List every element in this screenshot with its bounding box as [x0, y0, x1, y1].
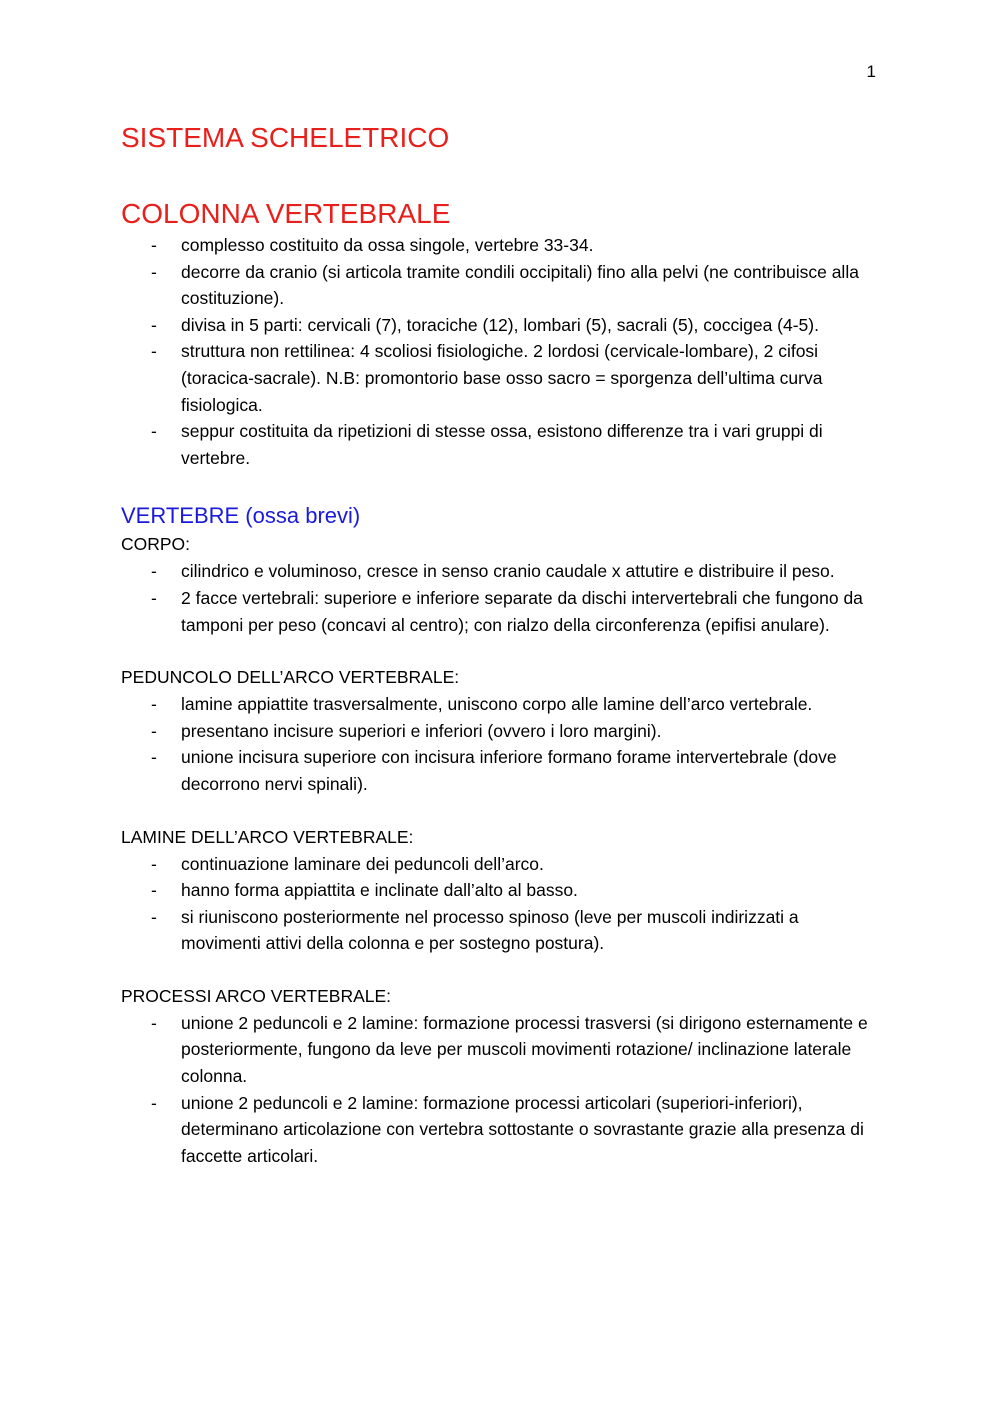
- page-number: 1: [866, 62, 876, 81]
- list-item: [121, 585, 881, 638]
- dash-bullet: -: [151, 720, 157, 741]
- list-item: [121, 851, 881, 878]
- list-item: [121, 232, 881, 259]
- list-item-text: hanno forma appiattita e inclinate dall’alto al basso.: [181, 880, 578, 901]
- list-item-text: complesso costituito da ossa singole, vertebre 33-34.: [181, 235, 594, 255]
- list-item: [121, 1090, 881, 1170]
- dash-bullet: -: [151, 1012, 157, 1033]
- document-title: SISTEMA SCHELETRICO: [121, 122, 450, 153]
- list-item-text: unione 2 peduncoli e 2 lamine: formazione processi trasversi (si dirigono esternamente e posteriormente, fungono da leve per muscoli movimenti rotazione/ inclinazione laterale colonna.: [181, 1012, 868, 1087]
- group-label: PEDUNCOLO DELL’ARCO VERTEBRALE:: [121, 667, 460, 688]
- list-item-text: lamine appiattite trasversalmente, uniscono corpo alle lamine dell’arco vertebrale.: [181, 694, 813, 715]
- group-list: [121, 558, 881, 638]
- list-item: [121, 312, 881, 339]
- list-item: [121, 259, 881, 312]
- dash-bullet: -: [151, 1092, 157, 1113]
- dash-bullet: -: [151, 880, 157, 901]
- list-item: [121, 718, 881, 745]
- dash-bullet: -: [151, 421, 157, 442]
- list-item-text: 2 facce vertebrali: superiore e inferiore separate da dischi intervertebrali che fungono da tamponi per peso (concavi al centro); con rialzo della circonferenza (epifisi anulare).: [181, 587, 863, 635]
- list-item-text: cilindrico e voluminoso, cresce in senso cranio caudale x attutire e distribuire il peso.: [181, 561, 835, 582]
- section-title: COLONNA VERTEBRALE: [121, 198, 451, 229]
- list-item-text: divisa in 5 parti: cervicali (7), toraciche (12), lombari (5), sacrali (5), coccigea (4-5).: [181, 314, 819, 335]
- list-item: [121, 418, 881, 471]
- group-list: [121, 851, 881, 957]
- list-item-text: struttura non rettilinea: 4 scoliosi fisiologiche. 2 lordosi (cervicale-lombare), 2 cifosi (toracica-sacrale). N.B: promontorio base osso sacro = sporgenza dell’ultima curva fisiologica.: [181, 341, 823, 415]
- group-label: PROCESSI ARCO VERTEBRALE:: [121, 985, 392, 1006]
- list-item-text: si riuniscono posteriormente nel processo spinoso (leve per muscoli indirizzati a movimenti attivi della colonna e per sostegno postura).: [181, 906, 799, 954]
- group-label: LAMINE DELL’ARCO VERTEBRALE:: [121, 826, 414, 847]
- list-item: [121, 558, 881, 585]
- group-list: [121, 691, 881, 797]
- dash-bullet: -: [151, 906, 157, 927]
- list-item: [121, 744, 881, 797]
- list-item: [121, 1010, 881, 1090]
- list-item: [121, 338, 881, 418]
- list-item: [121, 904, 881, 957]
- dash-bullet: -: [151, 694, 157, 715]
- dash-bullet: -: [151, 235, 157, 255]
- list-item: [121, 691, 881, 718]
- subsection-title: VERTEBRE (ossa brevi): [121, 503, 361, 529]
- list-item-text: seppur costituita da ripetizioni di stesse ossa, esistono differenze tra i vari gruppi di vertebre.: [181, 421, 823, 468]
- dash-bullet: -: [151, 341, 157, 362]
- list-item-text: decorre da cranio (si articola tramite condili occipitali) fino alla pelvi (ne contribuisce alla costituzione).: [181, 261, 859, 309]
- list-item-text: unione incisura superiore con incisura inferiore formano forame intervertebrale (dove decorrono nervi spinali).: [181, 747, 837, 794]
- group-list: [121, 1010, 881, 1170]
- section-list: [121, 232, 881, 471]
- group-label: CORPO:: [121, 534, 191, 555]
- dash-bullet: -: [151, 853, 157, 874]
- dash-bullet: -: [151, 587, 157, 608]
- list-item-text: unione 2 peduncoli e 2 lamine: formazione processi articolari (superiori-inferiori), determinano articolazione con vertebra sottostante o sovrastante grazie alla presenza di faccette articolari.: [181, 1092, 864, 1166]
- dash-bullet: -: [151, 261, 157, 282]
- list-item-text: presentano incisure superiori e inferiori (ovvero i loro margini).: [181, 720, 662, 741]
- document-body: [121, 120, 881, 1169]
- dash-bullet: -: [151, 747, 157, 768]
- dash-bullet: -: [151, 314, 157, 335]
- dash-bullet: -: [151, 561, 157, 582]
- list-item-text: continuazione laminare dei peduncoli dell’arco.: [181, 853, 544, 874]
- list-item: [121, 877, 881, 904]
